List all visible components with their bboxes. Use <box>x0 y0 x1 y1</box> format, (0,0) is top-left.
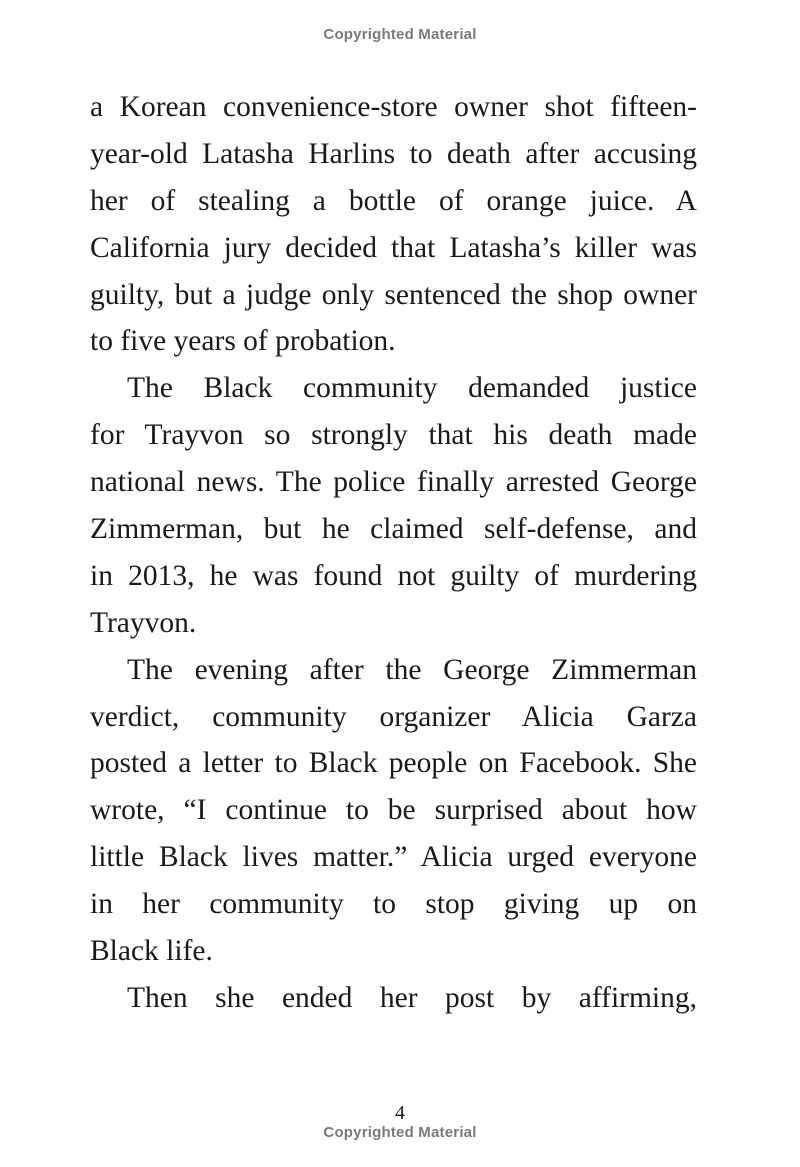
text-line: her of stealing a bottle of orange juice. A <box>90 184 697 217</box>
text-line: to five years of probation. <box>90 325 396 358</box>
text-line: verdict, community organizer Alicia Garza <box>90 700 697 733</box>
copyright-watermark-bottom: Copyrighted Material <box>323 1124 477 1141</box>
text-line: national news. The police finally arrested George <box>90 466 697 499</box>
text-line: a Korean convenience-store owner shot fifteen- <box>90 91 697 123</box>
text-line: Trayvon. <box>90 606 197 639</box>
paragraph <box>90 365 697 646</box>
paragraph <box>90 647 697 975</box>
copyright-watermark-top: Copyrighted Material <box>323 26 477 43</box>
page-number: 4 <box>395 1102 405 1124</box>
text-line: in her community to stop giving up on <box>90 888 697 921</box>
text-line: little Black lives matter.” Alicia urged everyone <box>90 841 697 874</box>
text-line: California jury decided that Latasha’s killer was <box>90 231 697 264</box>
text-line: The Black community demanded justice <box>127 372 697 405</box>
text-line: Then she ended her post by affirming, <box>127 981 697 1014</box>
paragraph <box>90 84 697 365</box>
paragraph <box>90 975 697 1022</box>
text-line: guilty, but a judge only sentenced the shop owner <box>90 278 697 311</box>
body-text <box>90 84 697 1022</box>
text-line: in 2013, he was found not guilty of murdering <box>90 559 697 592</box>
text-line: for Trayvon so strongly that his death made <box>90 419 697 452</box>
text-line: year-old Latasha Harlins to death after accusing <box>90 137 697 170</box>
text-line: wrote, “I continue to be surprised about how <box>90 794 697 827</box>
text-line: posted a letter to Black people on Facebook. She <box>90 747 697 780</box>
text-line: The evening after the George Zimmerman <box>127 653 697 686</box>
text-line: Zimmerman, but he claimed self-defense, and <box>90 513 697 546</box>
text-line: Black life. <box>90 935 213 968</box>
